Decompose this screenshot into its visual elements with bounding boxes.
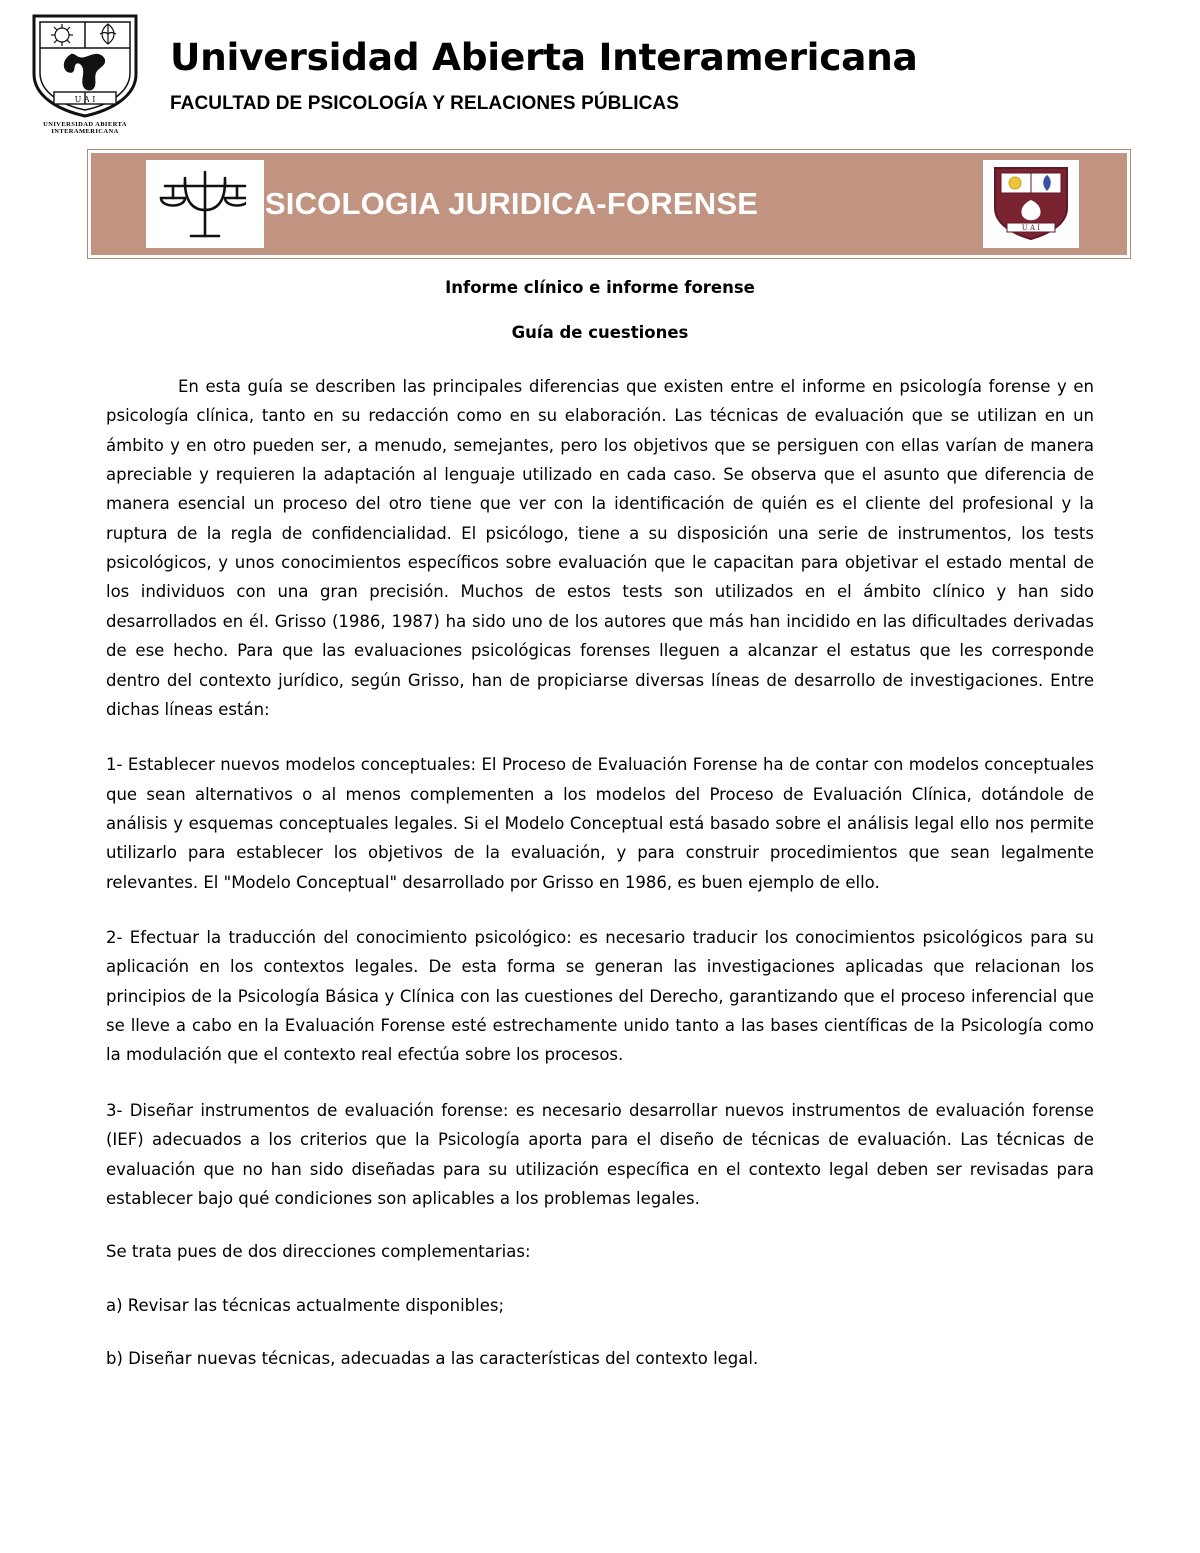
paragraph-directions-intro: Se trata pues de dos direcciones complementarias: [106,1242,531,1262]
document-heading-2: Guía de cuestiones [511,322,689,342]
faculty-title: FACULTAD DE PSICOLOGÍA Y RELACIONES PÚBLICAS [170,93,679,115]
svg-text:U A I: U A I [74,95,96,104]
uai-shield-caption: U A I [1021,223,1041,232]
paragraph-item-2: 2- Efectuar la traducción del conocimiento psicológico: es necesario traducir los conocimientos psicológicos para su aplicación en los contextos legales. De esta forma se generan las investigaciones aplicadas que relacionan los principios de la Psicología Básica y Clínica con las cuestiones del Derecho, garantizando que el proceso inferencial que se lleve a cabo en la Evaluación Forense esté estrechamente unido tanto a las bases científicas de la Psicología como la modulación que el contexto real efectúa sobre los procesos. [106,928,1094,1065]
course-banner [88,150,1130,258]
paragraph-item-3: 3- Diseñar instrumentos de evaluación forense: es necesario desarrollar nuevos instrumentos de evaluación forense (IEF) adecuados a los criterios que la Psicología aporta para el diseño de técnicas de evaluación. Las técnicas de evaluación que no han sido diseñadas para su utilización específica en el contexto legal deben ser revisadas para establecer bajo qué condiciones son aplicables a los problemas legales. [106,1100,1094,1208]
university-title: Universidad Abierta Interamericana [170,35,918,79]
crest-caption-line1: UNIVERSIDAD ABIERTA [43,121,127,128]
crest-caption [26,121,144,136]
document-body [0,258,1200,1413]
document-heading-1: Informe clínico e informe forense [445,277,755,297]
paragraph-item-1: 1- Establecer nuevos modelos conceptuales: El Proceso de Evaluación Forense ha de contar con modelos conceptuales que sean alternativos o al menos complementen a los modelos del Proceso de Evaluación Clínica, dotándole de análisis y esquemas conceptuales legales. Si el Modelo Conceptual está basado sobre el análisis legal ello nos permite utilizarlo para establecer los objetivos de la evaluación, y para construir procedimientos que sean legalmente relevantes. El "Modelo Conceptual" desarrollado por Grisso en 1986, es buen ejemplo de ello. [106,755,1094,892]
paragraph-direction-b: b) Diseñar nuevas técnicas, adecuadas a las características del contexto legal. [106,1349,759,1368]
university-crest [26,12,144,136]
header-text-block [170,8,918,115]
uai-shield-icon [989,164,1073,244]
crest-icon [26,12,144,120]
banner-title: PSICOLOGIA JURIDICA-FORENSE [244,185,759,221]
paragraph-intro: En esta guía se describen las principales diferencias que existen entre el informe en psicología forense y en psicología clínica, tanto en su redacción como en su elaboración. Las técnicas de evaluación que se utilizan en un ámbito y en otro pueden ser, a menudo, semejantes, pero los objetivos que se persiguen con ellas varían de manera apreciable y requieren la adaptación al lenguaje utilizado en cada caso. Se observa que el asunto que diferencia de manera esencial un proceso del otro tiene que ver con la identificación de quién es el cliente del profesional y la ruptura de la regla de confidencialidad. El psicólogo, tiene a su disposición una serie de instrumentos, los tests psicológicos, y unos conocimientos específicos sobre evaluación que le capacitan para objetivar el estado mental de los individuos con una gran precisión. Muchos de estos tests son utilizados en el ámbito clínico y han sido desarrollados en él. Grisso (1986, 1987) ha sido uno de los autores que más han incidido en las dificultades derivadas de ese hecho. Para que las evaluaciones psicológicas forenses lleguen a alcanzar el estatus que les corresponde dentro del contexto jurídico, según Grisso, han de propiciarse diversas líneas de desarrollo de investigaciones. Entre dichas líneas están: [106,376,1094,719]
university-crest-container [0,8,170,136]
psi-scales-icon [151,164,259,244]
crest-caption-line2: INTERAMERICANA [51,128,119,136]
document-header [0,0,1200,136]
uai-shield-logo [983,160,1079,248]
paragraph-direction-a: a) Revisar las técnicas actualmente disponibles; [106,1295,505,1315]
